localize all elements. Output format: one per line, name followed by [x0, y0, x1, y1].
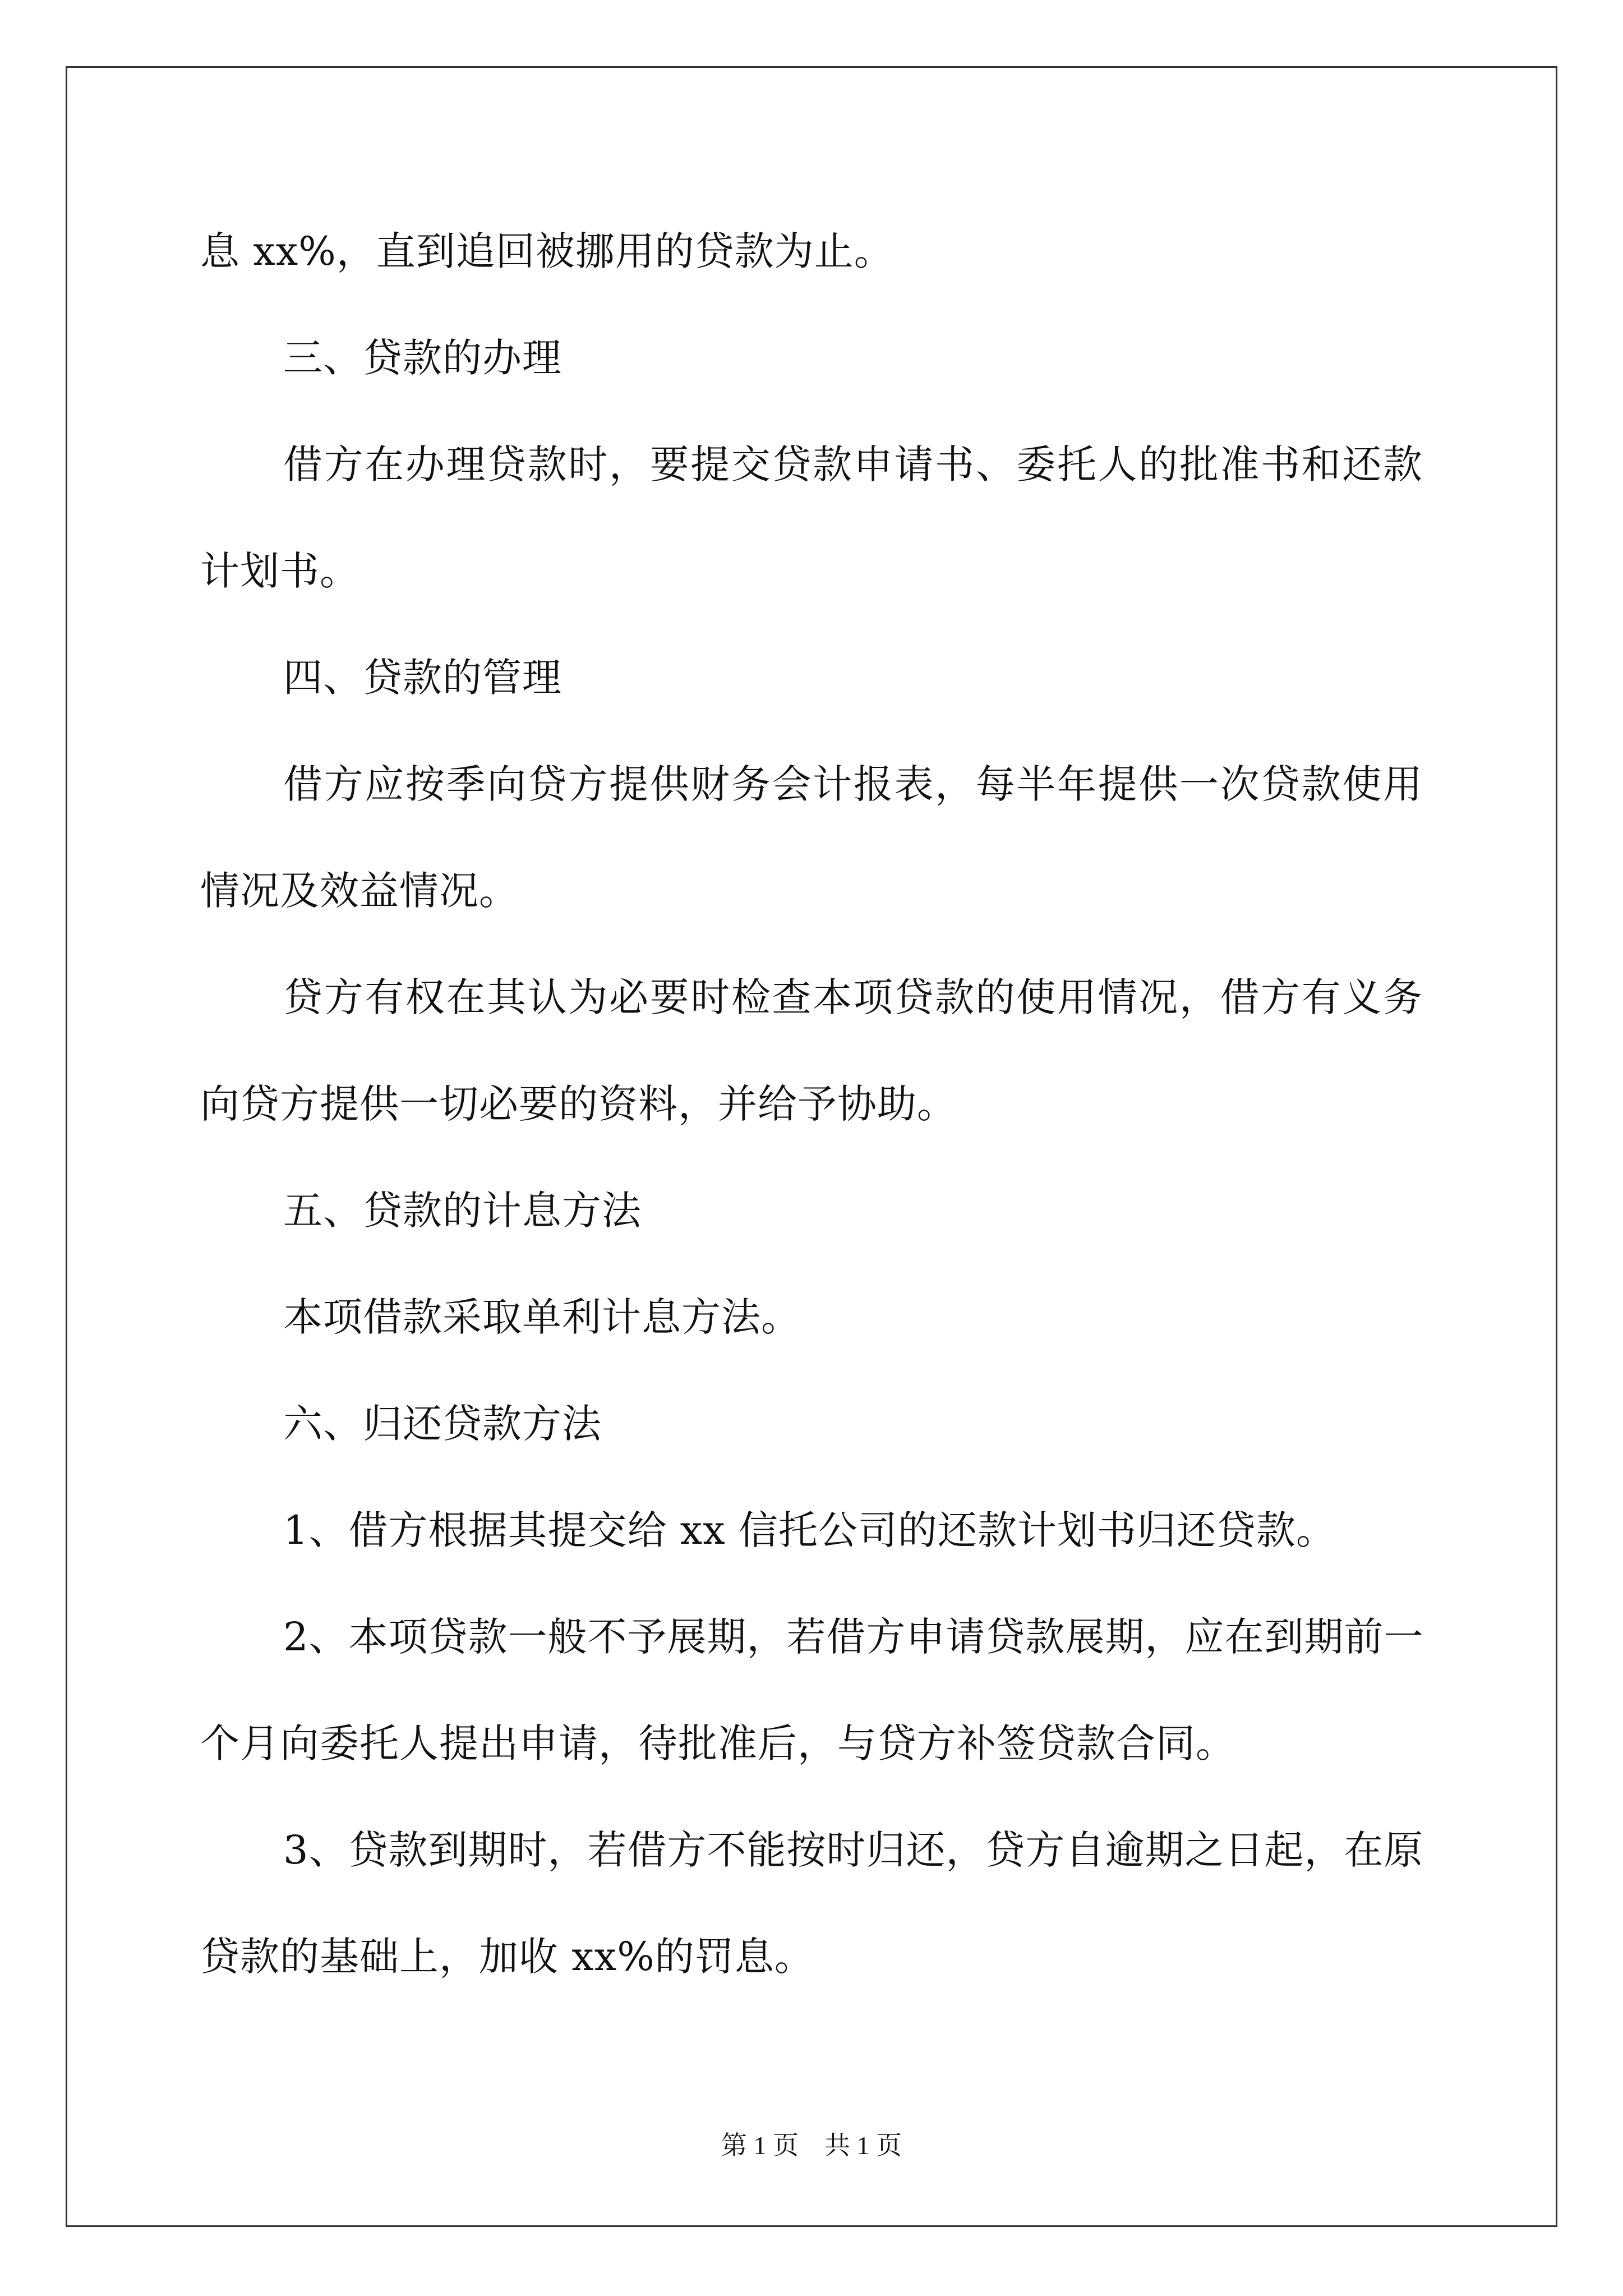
section-heading: 六、归还贷款方法	[283, 1401, 602, 1447]
section-heading: 四、贷款的管理	[283, 655, 562, 701]
list-item: 3、贷款到期时，若借方不能按时归还，贷方自逾期之日起，在原	[283, 1827, 1424, 1873]
body-text-line: 本项借款采取单利计息方法。	[283, 1294, 801, 1340]
body-text-line: 计划书。	[200, 548, 359, 594]
section-heading: 三、贷款的办理	[283, 335, 562, 381]
body-text-line: 情况及效益情况。	[200, 868, 519, 914]
page-border	[66, 66, 1557, 2227]
body-text-line: 向贷方提供一切必要的资料，并给予协助。	[200, 1081, 957, 1127]
page-number-footer: 第 1 页 共 1 页	[721, 2131, 902, 2160]
body-text-line: 个月向委托人提出申请，待批准后，与贷方补签贷款合同。	[200, 1720, 1235, 1766]
body-text-line: 贷方有权在其认为必要时检查本项贷款的使用情况，借方有义务	[283, 974, 1423, 1020]
list-item: 1、借方根据其提交给 xx 信托公司的还款计划书归还贷款。	[283, 1507, 1336, 1553]
section-heading: 五、贷款的计息方法	[283, 1188, 642, 1234]
list-item: 2、本项贷款一般不予展期，若借方申请贷款展期，应在到期前一	[283, 1614, 1424, 1660]
body-text-line: 息 xx%，直到追回被挪用的贷款为止。	[200, 228, 894, 274]
body-text-line: 借方在办理贷款时，要提交贷款申请书、委托人的批准书和还款	[283, 441, 1423, 487]
body-text-line: 借方应按季向贷方提供财务会计报表，每半年提供一次贷款使用	[283, 761, 1423, 807]
body-text-line: 贷款的基础上，加收 xx%的罚息。	[200, 1934, 814, 1980]
